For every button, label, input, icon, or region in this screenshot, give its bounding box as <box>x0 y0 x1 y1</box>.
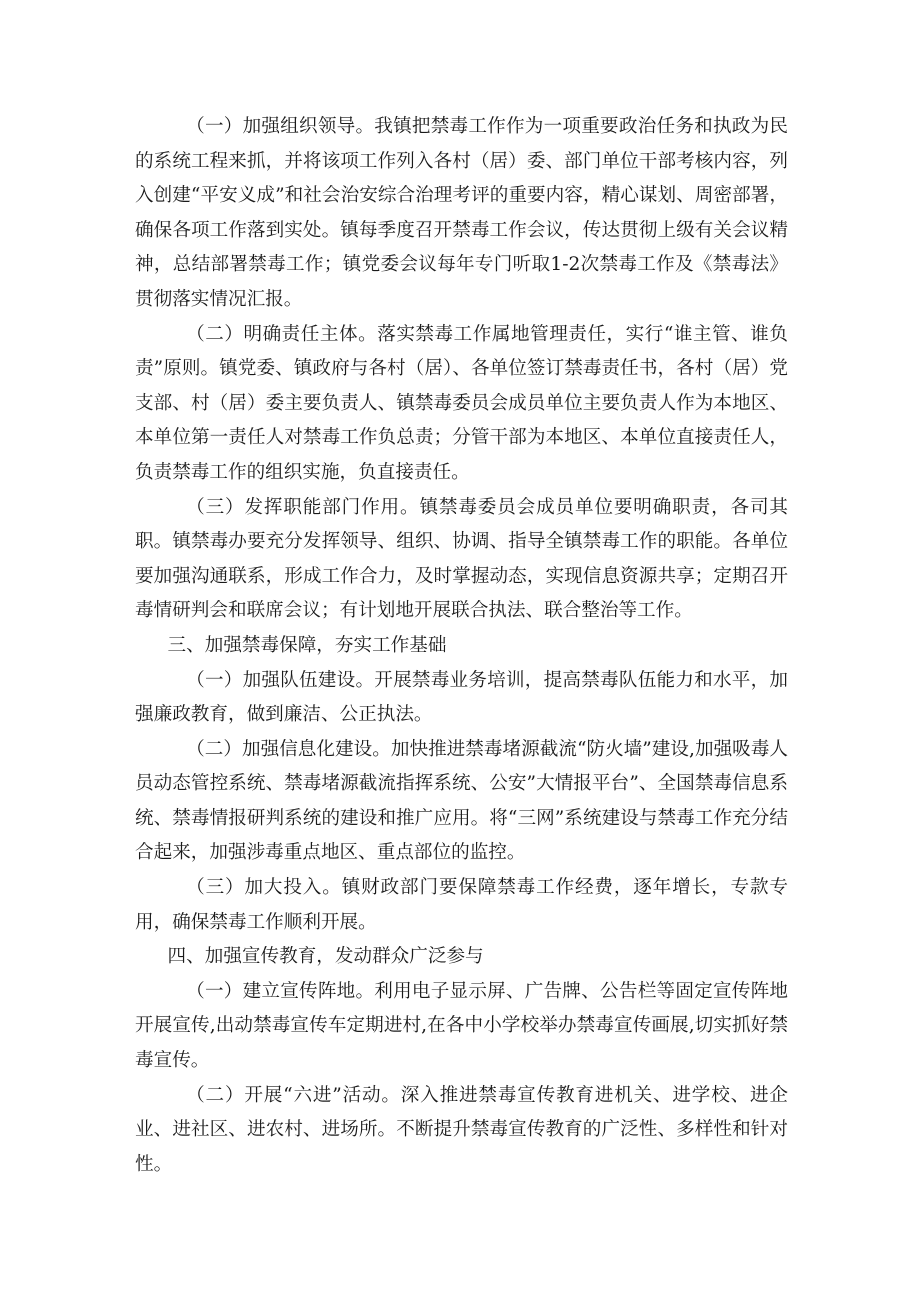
section-heading-3: 三、加强禁毒保障，夯实工作基础 <box>167 634 447 656</box>
paragraph-departments: （三）发挥职能部门作用。镇禁毒委员会成员单位要明确职责，各司其职。镇禁毒办要充分发挥领导、组织、协调、指导全镇禁毒工作的职能。各单位要加强沟通联系，形成工作合力，及时掌握动态，实现信息资源共享；定期召开毒情研判会和联席会议；有计划地开展联合执法、联合整治等工作。 <box>135 496 788 622</box>
paragraph-publicity-base: （一）建立宣传阵地。利用电子显示屏、广告牌、公告栏等固定宣传阵地开展宣传,出动禁毒宣传车定期进村,在各中小学校举办禁毒宣传画展,切实抓好禁毒宣传。 <box>135 980 788 1072</box>
paragraph-six-entries: （二）开展“六进”活动。深入推进禁毒宣传教育进机关、进学校、进企业、进社区、进农村、进场所。不断提升禁毒宣传教育的广泛性、多样性和针对性。 <box>135 1084 788 1175</box>
paragraph-investment: （三）加大投入。镇财政部门要保障禁毒工作经费，逐年增长，专款专用，确保禁毒工作顺利开展。 <box>135 877 788 933</box>
paragraph-strengthen-leadership: （一）加强组织领导。我镇把禁毒工作作为一项重要政治任务和执政为民的系统工程来抓，并将该项工作列入各村（居）委、部门单位干部考核内容，列入创建“平安义成”和社会治安综合治理考评的重要内容，精心谋划、周密部署，确保各项工作落到实处。镇每季度召开禁毒工作会议，传达贯彻上级有关会议精神，总结部署禁毒工作；镇党委会议每年专门听取1-2次禁毒工作及《禁毒法》贯彻落实情况汇报。 <box>135 116 788 310</box>
paragraph-informatization: （二）加强信息化建设。加快推进禁毒堵源截流“防火墙”建设,加强吸毒人员动态管控系统、禁毒堵源截流指挥系统、公安”大情报平台”、全国禁毒信息系统、禁毒情报研判系统的建设和推广应用。将“三网”系统建设与禁毒工作充分结合起来，加强涉毒重点地区、重点部位的监控。 <box>135 738 788 864</box>
document-body <box>135 110 788 1182</box>
paragraph-responsibility: （二）明确责任主体。落实禁毒工作属地管理责任，实行“谁主管、谁负责”原则。镇党委、镇政府与各村（居）、各单位签订禁毒责任书，各村（居）党支部、村（居）委主要负责人、镇禁毒委员会成员单位主要负责人作为本地区、本单位第一责任人对禁毒工作负总责；分管干部为本地区、本单位直接责任人，负责禁毒工作的组织实施，负直接责任。 <box>135 323 788 483</box>
paragraph-team-building: （一）加强队伍建设。开展禁毒业务培训，提高禁毒队伍能力和水平，加强廉政教育，做到廉洁、公正执法。 <box>135 669 788 726</box>
section-heading-4: 四、加强宣传教育，发动群众广泛参与 <box>167 946 484 968</box>
